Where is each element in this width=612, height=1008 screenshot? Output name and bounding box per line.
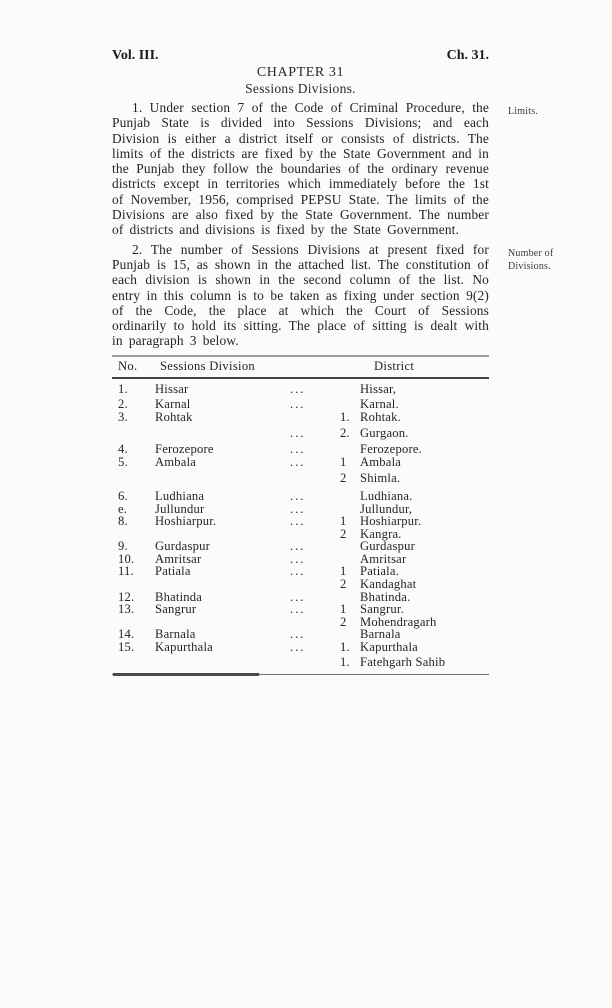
- cell-dots: ...: [290, 564, 306, 579]
- table-line: [112, 565, 489, 578]
- cell-district-number: 2: [340, 614, 347, 629]
- table-line: [112, 603, 489, 616]
- cell-dots: [290, 656, 340, 669]
- cell-division: Hoshiarpur.: [155, 514, 217, 529]
- cell-division: Gurdaspur: [155, 539, 210, 554]
- table-line: [112, 578, 489, 591]
- margin-note-number-of-divisions: Number of Divisions.: [508, 247, 554, 272]
- running-head: [112, 48, 489, 63]
- cell-district-name: Karnal.: [360, 397, 399, 412]
- cell-division: Patiala: [155, 564, 191, 579]
- chapter-title: CHAPTER 31: [256, 65, 345, 80]
- cell-district-number: 1: [340, 602, 347, 617]
- cell-number: 8.: [118, 514, 128, 529]
- cell-dots: ...: [290, 551, 306, 566]
- cell-dots: ...: [290, 589, 306, 604]
- cell-number: 10.: [118, 551, 135, 566]
- cell-district-name: Sangrur.: [360, 602, 404, 617]
- sessions-divisions-table: [112, 355, 489, 675]
- cell-dots: ...: [290, 627, 306, 642]
- cell-district-name: Fatehgarh Sahib: [360, 654, 446, 669]
- cell-number: 12.: [118, 589, 135, 604]
- paragraph-1: [112, 100, 539, 238]
- cell-district-number: 1.: [340, 409, 350, 424]
- cell-district-name: Rohtak.: [360, 409, 401, 424]
- header-district: District: [374, 358, 415, 373]
- cell-district-name: Kangra.: [360, 526, 402, 541]
- header-division: Sessions Division: [160, 358, 256, 373]
- cell-district-number: 1: [340, 564, 347, 579]
- table-line: [112, 641, 489, 654]
- cell-dots: ...: [290, 640, 306, 655]
- chapter-subtitle: Sessions Divisions.: [245, 81, 356, 96]
- cell-dots: ...: [290, 442, 306, 457]
- paragraph-1-text: 1. Under section 7 of the Code of Criminal Procedure, the Punjab State is divided into Sessions Divisions; and each Division is either a district itself or consists of districts. The limits of the districts are fixed by the State Government and in the Punjab they follow the boundaries of the ordinary revenue districts except in territories which immediately before the 1st of November, 1956, comprised PEPSU State. The limits of the Divisions are also fixed by the State Government. The number of districts and divisions is fixed by the State Government.: [112, 100, 489, 238]
- cell-district-number: 2.: [340, 425, 350, 440]
- cell-dots: ...: [290, 602, 306, 617]
- cell-number: [118, 578, 155, 591]
- volume-label: Vol. III.: [112, 48, 159, 63]
- cell-district-number: [340, 490, 360, 503]
- cell-division: Rohtak: [155, 409, 193, 424]
- cell-district-name: Barnala: [360, 627, 401, 642]
- paragraph-2-text: 2. The number of Sessions Divisions at present fixed for Punjab is 15, as shown in the attached list. The constitution of each division is shown in the second column of the list. No entry in this column is to be taken as fixing under section 9(2) of the Code, the place at which the Court of Sessions ordinarily to hold its sitting. The place of sitting is dealt with in paragraph 3 below.: [112, 241, 489, 349]
- table-line: [112, 515, 489, 528]
- chapter-ref-label: Ch. 31.: [446, 48, 489, 63]
- cell-district-name: Hissar,: [360, 381, 397, 396]
- cell-dots: ...: [290, 381, 306, 396]
- cell-dots: ...: [290, 425, 306, 440]
- cell-division: Kapurthala: [155, 640, 213, 655]
- table-line: [112, 656, 489, 669]
- cell-district-name: Hoshiarpur.: [360, 514, 422, 529]
- cell-district-number: [340, 383, 360, 396]
- cell-dots: ...: [290, 397, 306, 412]
- cell-division: [155, 472, 290, 485]
- cell-district-number: 1: [340, 454, 347, 469]
- cell-district-name: Ludhiana.: [360, 488, 413, 503]
- cell-dots: ...: [290, 514, 306, 529]
- cell-division: Sangrur: [155, 602, 197, 617]
- cell-number: 1.: [118, 381, 128, 396]
- table-header-row: [112, 357, 489, 379]
- cell-district-name: Patiala.: [360, 564, 400, 579]
- cell-number: 11.: [118, 564, 134, 579]
- cell-division: [155, 427, 290, 440]
- cell-district-number: 2: [340, 577, 347, 592]
- cell-division: [155, 656, 290, 669]
- cell-district-number: 2: [340, 526, 347, 541]
- cell-number: 6.: [118, 488, 128, 503]
- cell-division: Barnala: [155, 627, 196, 642]
- cell-district-name: Amritsar: [360, 551, 407, 566]
- cell-number: 4.: [118, 442, 128, 457]
- table-line: [112, 456, 489, 469]
- cell-district-name: Gurdaspur: [360, 539, 415, 554]
- cell-district-number: [340, 540, 360, 553]
- cell-number: 14.: [118, 627, 135, 642]
- cell-district-number: 1.: [340, 654, 350, 669]
- cell-division: Ludhiana: [155, 488, 205, 503]
- cell-dots: ...: [290, 488, 306, 503]
- paragraph-2: [112, 241, 554, 349]
- cell-division: Hissar: [155, 381, 189, 396]
- cell-division: Karnal: [155, 397, 191, 412]
- cell-district-number: 1.: [340, 640, 350, 655]
- cell-dots: ...: [290, 501, 306, 516]
- cell-division: Amritsar: [155, 551, 202, 566]
- table-line: [112, 383, 489, 396]
- cell-district-name: Gurgaon.: [360, 425, 409, 440]
- cell-dots: [290, 472, 340, 485]
- cell-dots: ...: [290, 454, 306, 469]
- cell-number: [118, 472, 155, 485]
- cell-number: 13.: [118, 602, 135, 617]
- cell-district-name: Bhatinda.: [360, 589, 411, 604]
- text-column: [112, 48, 554, 675]
- cell-number: 9.: [118, 539, 128, 554]
- table-line: [112, 472, 489, 485]
- cell-district-name: Ambala: [360, 454, 402, 469]
- cell-division: [155, 578, 290, 591]
- cell-division: Ambala: [155, 454, 197, 469]
- cell-district-number: 2: [340, 471, 347, 486]
- cell-dots: [290, 411, 340, 424]
- cell-district-name: Mohendragarh: [360, 614, 437, 629]
- cell-district-name: Jullundur,: [360, 501, 413, 516]
- margin-note-limits: Limits.: [508, 106, 539, 117]
- cell-district-name: Shimla.: [360, 471, 401, 486]
- cell-number: 3.: [118, 409, 128, 424]
- cell-number: [118, 427, 155, 440]
- table-line: [112, 443, 489, 456]
- cell-district-name: Kandaghat: [360, 577, 417, 592]
- table-line: [112, 490, 489, 503]
- cell-number: e.: [118, 501, 128, 516]
- cell-dots: ...: [290, 539, 306, 554]
- cell-number: [118, 656, 155, 669]
- cell-district-name: Kapurthala: [360, 640, 418, 655]
- header-no: No.: [118, 358, 138, 373]
- cell-district-number: 1: [340, 514, 347, 529]
- table-body: [112, 379, 489, 674]
- cell-dots: [290, 578, 340, 591]
- cell-division: Ferozepore: [155, 442, 214, 457]
- cell-division: Bhatinda: [155, 589, 203, 604]
- table-line: [112, 427, 489, 440]
- cell-number: 5.: [118, 454, 128, 469]
- cell-division: Jullundur: [155, 501, 205, 516]
- cell-district-name: Ferozepore.: [360, 442, 422, 457]
- cell-number: 15.: [118, 640, 135, 655]
- table-line: [112, 540, 489, 553]
- cell-number: 2.: [118, 397, 128, 412]
- cell-district-number: [340, 443, 360, 456]
- table-line: [112, 411, 489, 424]
